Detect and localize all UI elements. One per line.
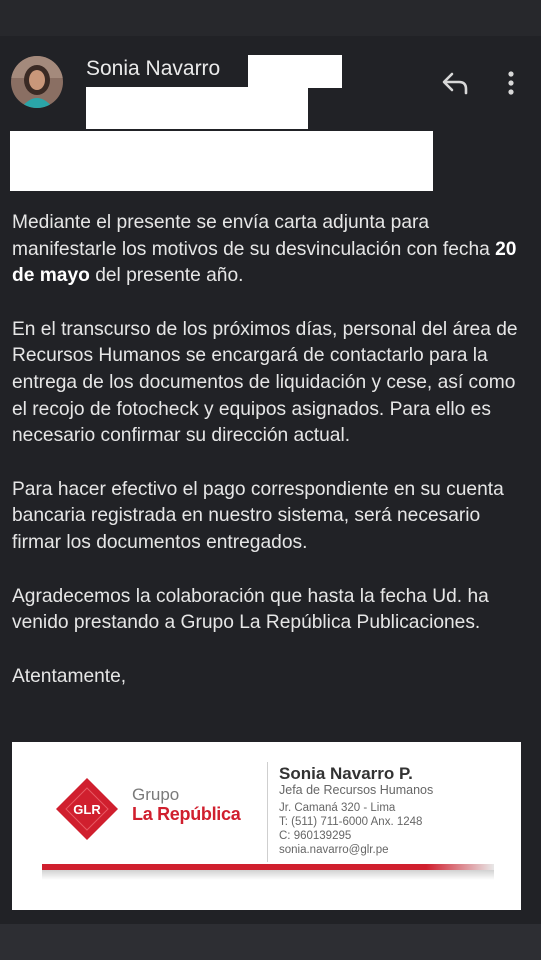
closing-line: Atentamente, [12,665,127,687]
paragraph-4: Agradecemos la colaboración que hasta la fecha Ud. ha venido prestando a Grupo La República Publicaciones. [12,585,489,634]
signature-phone: T: (511) 711-6000 Anx. 1248 [279,816,423,828]
sender-avatar[interactable] [11,56,63,108]
signature-title: Jefa de Recursos Humanos [279,783,434,797]
signature-cell: C: 960139295 [279,830,352,842]
sender-name: Sonia Navarro [86,57,221,80]
signature-divider [267,762,268,862]
email-signature [12,742,521,910]
signature-email[interactable]: sonia.navarro@glr.pe [279,844,389,856]
bottom-bar [0,924,541,960]
paragraph-1 [12,210,534,290]
signature-address: Jr. Camaná 320 - Lima [279,802,396,814]
paragraph-1-text: Mediante el presente se envía carta adjunta para manifestarle los motivos de su desvinculación con fecha [12,212,496,260]
paragraph-2: En el transcurso de los próximos días, personal del área de Recursos Humanos se encargará de contactarlo para la entrega de los documentos de liquidación y cese, así como el recojo de fotocheck y equipos asignados. Para ello es necesario confirmar su dirección actual. [12,318,518,447]
redacted-block [10,131,433,191]
reply-icon[interactable] [441,70,471,96]
redacted-block [248,55,342,88]
avatar-image [11,56,63,108]
top-bar [0,0,541,36]
signature-bar-shadow [42,870,494,880]
more-options-icon[interactable] [502,68,520,98]
signature-name: Sonia Navarro P. [279,764,413,783]
paragraph-1-tail: del presente año. [89,265,244,287]
glr-logo-icon [54,776,120,842]
logo-mark-text: GLR [73,802,101,817]
logo-word-grupo: Grupo [132,785,180,804]
redacted-block [86,87,308,129]
email-body [12,210,534,690]
paragraph-3: Para hacer efectivo el pago correspondiente en su cuenta bancaria registrada en nuestro sistema, será necesario firmar los documentos entregados. [12,478,504,553]
logo-word-brand: La República [132,804,241,824]
date-highlight: 20 de mayo [12,238,517,287]
